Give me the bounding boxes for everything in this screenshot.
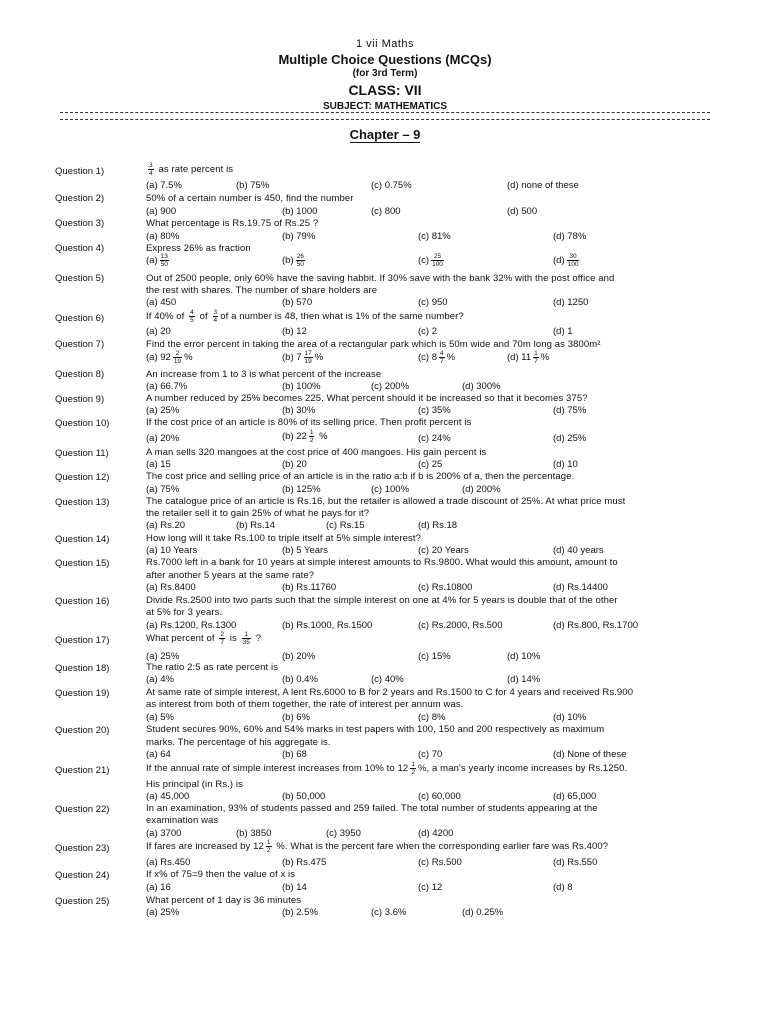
option-d: (d) 1250 <box>553 297 589 308</box>
question-text-cont: as interest from both of them together, the rate of interest per annum was. <box>146 699 464 710</box>
question-label: Question 11) <box>55 448 109 459</box>
option-c: (c) Rs.500 <box>418 857 462 868</box>
option-b: (b) 2.5% <box>282 907 318 918</box>
option-a: (a) 3700 <box>146 828 182 839</box>
question-label: Question 25) <box>55 896 110 907</box>
question-text-cont: after another 5 years at the same rate? <box>146 570 315 581</box>
option-c: (c) 200% <box>371 381 410 392</box>
option-b: (b) 50,000 <box>282 791 326 802</box>
option-b: (b) 100% <box>282 381 321 392</box>
question-text: Find the error percent in taking the area of a rectangular park which is 50m wide and 70m long as 3800m² <box>146 339 601 350</box>
option-c: (c) 81% <box>418 231 451 242</box>
option-b: (b) 79% <box>282 231 316 242</box>
question-label: Question 2) <box>55 193 105 204</box>
question-text: If fares are increased by 12 $\frac{1}{2}$ %. What is the percent fare when the corresponding earlier fare was Rs.400? <box>146 839 609 854</box>
option-c: (c) 8 $\frac{4}{7}$ % <box>418 350 456 365</box>
option-b: (b) 22 $\frac{1}{2}$ % <box>282 429 328 444</box>
option-c: (c) 800 <box>371 206 401 217</box>
option-a: (a) 25% <box>146 907 180 918</box>
question-label: Question 3) <box>55 218 105 229</box>
question-label: Question 7) <box>55 339 105 350</box>
option-c: (c) 3950 <box>326 828 361 839</box>
option-c: (c) 70 <box>418 749 443 760</box>
option-b: (b) 3850 <box>236 828 272 839</box>
question-text: Express 26% as fraction <box>146 243 251 254</box>
fraction: $\frac{1}{2}$ <box>309 429 314 444</box>
question-label: Question 19) <box>55 688 110 699</box>
question-text-cont: marks. The percentage of his aggregate is. <box>146 737 331 748</box>
option-d: (d) 8 <box>553 882 573 893</box>
fraction: $\frac{25}{100}$ <box>432 253 443 268</box>
question-text: A number reduced by 25% becomes 225. What percent should it be increased so that it becomes 375? <box>146 393 588 404</box>
question-text: If the cost price of an article is 80% of its selling price. Then profit percent is <box>146 417 472 428</box>
option-c: (c) Rs.15 <box>326 520 365 531</box>
question-text: What percentage is Rs.19.75 of Rs.25 ? <box>146 218 319 229</box>
option-d: (d) 10 <box>553 459 578 470</box>
question-text: Out of 2500 people, only 60% have the saving habbit. If 30% save with the bank 32% with the post office and <box>146 273 615 284</box>
option-c: (c) Rs.10800 <box>418 582 473 593</box>
fraction: $\frac{1}{7}$ <box>534 350 538 365</box>
option-d: (d) 25% <box>553 433 587 444</box>
option-d: (d) 11 $\frac{1}{7}$ % <box>507 350 550 365</box>
option-a: (a) 25% <box>146 405 180 416</box>
option-a: (a) 45,000 <box>146 791 190 802</box>
fraction: $\frac{3}{4}$ <box>213 309 218 324</box>
question-text-cont: at 5% for 3 years. <box>146 607 223 618</box>
fraction: $\frac{1}{35}$ <box>242 631 251 646</box>
option-a: (a) 16 <box>146 882 171 893</box>
option-b: (b) 570 <box>282 297 313 308</box>
question-label: Question 22) <box>55 804 110 815</box>
question-label: Question 21) <box>55 765 110 776</box>
question-label: Question 10) <box>55 418 110 429</box>
question-text: Rs.7000 left in a bank for 10 years at simple interest amounts to Rs.9800. What would this amount, amount to <box>146 557 618 568</box>
fraction: $\frac{4}{5}$ <box>190 309 194 324</box>
option-d: (d) Rs.800, Rs.1700 <box>553 620 639 631</box>
option-b: (b) 1000 <box>282 206 318 217</box>
fraction: $\frac{13}{50}$ <box>160 253 168 268</box>
option-c: (c) $\frac{25}{100}$ <box>418 253 443 268</box>
option-d: (d) none of these <box>507 180 579 191</box>
question-text-cont: His principal (in Rs.) is <box>146 779 243 790</box>
fraction: $\frac{3}{4}$ <box>149 162 153 177</box>
option-b: (b) Rs.11760 <box>282 582 337 593</box>
fraction: $\frac{17}{19}$ <box>304 350 312 365</box>
option-d: (d) 10% <box>507 651 541 662</box>
subject-label: SUBJECT: MATHEMATICS <box>322 101 448 112</box>
chapter-title: Chapter – 9 <box>349 127 421 142</box>
question-text: At same rate of simple interest, A lent Rs.6000 to B for 2 years and Rs.1500 to C for 4 years and received Rs.900 <box>146 687 634 698</box>
option-a: (a) 66.7% <box>146 381 188 392</box>
option-d: (d) 78% <box>553 231 587 242</box>
option-c: (c) Rs.2000, Rs.500 <box>418 620 503 631</box>
question-label: Question 5) <box>55 273 105 284</box>
option-b: (b) 5 Years <box>282 545 328 556</box>
option-d: (d) 0.25% <box>462 907 504 918</box>
question-text: How long will it take Rs.100 to triple itself at 5% simple interest? <box>146 533 422 544</box>
option-a: (a) 15 <box>146 459 171 470</box>
option-a: (a) 4% <box>146 674 174 685</box>
option-a: (a) 20 <box>146 326 171 337</box>
option-b: (b) 75% <box>236 180 270 191</box>
option-c: (c) 40% <box>371 674 404 685</box>
option-a: (a) $\frac{13}{50}$ <box>146 253 168 268</box>
option-a: (a) 75% <box>146 484 180 495</box>
fraction: $\frac{4}{7}$ <box>440 350 444 365</box>
option-c: (c) 20 Years <box>418 545 469 556</box>
option-d: (d) None of these <box>553 749 627 760</box>
option-d: (d) Rs.14400 <box>553 582 608 593</box>
question-text: A man sells 320 mangoes at the cost price of 400 mangoes. His gain percent is <box>146 447 487 458</box>
option-d: (d) $\frac{30}{100}$ <box>553 253 579 268</box>
option-d: (d) 1 <box>553 326 573 337</box>
question-label: Question 14) <box>55 534 110 545</box>
option-a: (a) 5% <box>146 712 174 723</box>
question-label: Question 23) <box>55 843 110 854</box>
option-d: (d) 500 <box>507 206 538 217</box>
question-text: 50% of a certain number is 450, find the number <box>146 193 354 204</box>
option-c: (c) 100% <box>371 484 410 495</box>
option-a: (a) 900 <box>146 206 177 217</box>
option-d: (d) 40 years <box>553 545 604 556</box>
question-label: Question 12) <box>55 472 110 483</box>
question-text: Student secures 90%, 60% and 54% marks in test papers with 100, 150 and 200 respectively as maximum <box>146 724 605 735</box>
option-c: (c) 8% <box>418 712 446 723</box>
question-label: Question 15) <box>55 558 110 569</box>
question-label: Question 13) <box>55 497 110 508</box>
fraction: $\frac{1}{2}$ <box>411 761 416 776</box>
option-b: (b) 6% <box>282 712 310 723</box>
option-b: (b) 7 $\frac{17}{19}$ % <box>282 350 324 365</box>
option-a: (a) 450 <box>146 297 177 308</box>
option-d: (d) 14% <box>507 674 541 685</box>
option-b: (b) Rs.475 <box>282 857 327 868</box>
option-c: (c) 25 <box>418 459 443 470</box>
question-label: Question 18) <box>55 663 110 674</box>
term-label: (for 3rd Term) <box>352 68 418 79</box>
document-title: Multiple Choice Questions (MCQs) <box>278 52 492 67</box>
question-text: The ratio 2:5 as rate percent is <box>146 662 279 673</box>
option-a: (a) 64 <box>146 749 171 760</box>
question-label: Question 24) <box>55 870 110 881</box>
question-label: Question 8) <box>55 369 105 380</box>
question-text: The cost price and selling price of an article is in the ratio a:b if b is 200% of a, then the percentage. <box>146 471 575 482</box>
option-b: (b) $\frac{26}{50}$ <box>282 253 304 268</box>
question-text: If x% of 75=9 then the value of x is <box>146 869 296 880</box>
question-text: An increase from 1 to 3 is what percent of the increase <box>146 369 382 380</box>
option-c: (c) 12 <box>418 882 443 893</box>
question-text-cont: examination was <box>146 815 219 826</box>
fraction: $\frac{1}{2}$ <box>266 839 271 854</box>
divider-rule <box>60 112 710 120</box>
class-label: CLASS: VII <box>348 82 422 98</box>
option-b: (b) Rs.1000, Rs.1500 <box>282 620 373 631</box>
question-label: Question 9) <box>55 394 105 405</box>
fraction: $\frac{2}{7}$ <box>220 631 225 646</box>
option-a: (a) 10 Years <box>146 545 198 556</box>
question-text: What percent of $\frac{2}{7}$ is $\frac{1}{35}$ ? <box>146 631 262 646</box>
option-a: (a) Rs.450 <box>146 857 191 868</box>
question-text: $\frac{3}{4}$ as rate percent is <box>149 162 234 177</box>
option-b: (b) 68 <box>282 749 307 760</box>
option-a: (a) Rs.1200, Rs.1300 <box>146 620 237 631</box>
option-d: (d) 200% <box>462 484 501 495</box>
question-label: Question 20) <box>55 725 110 736</box>
question-text: In an examination, 93% of students passed and 259 failed. The total number of students appearing at the <box>146 803 598 814</box>
option-b: (b) 125% <box>282 484 321 495</box>
option-a: (a) Rs.20 <box>146 520 186 531</box>
question-text: Divide Rs.2500 into two parts such that the simple interest on one at 4% for 5 years is double that of the other <box>146 595 618 606</box>
option-d: (d) Rs.550 <box>553 857 598 868</box>
option-a: (a) 25% <box>146 651 180 662</box>
option-b: (b) 20% <box>282 651 316 662</box>
fraction: $\frac{26}{50}$ <box>296 253 304 268</box>
option-a: (a) 80% <box>146 231 180 242</box>
fraction: $\frac{2}{19}$ <box>173 350 182 365</box>
option-d: (d) 75% <box>553 405 587 416</box>
option-b: (b) 0.4% <box>282 674 318 685</box>
option-b: (b) 12 <box>282 326 307 337</box>
question-text: The catalogue price of an article is Rs.16, but the retailer is allowed a trade discount of 25%. At what price must <box>146 496 626 507</box>
question-text-cont: the retailer sell it to gain 25% of what he pays for it? <box>146 508 370 519</box>
question-label: Question 6) <box>55 313 105 324</box>
option-c: (c) 950 <box>418 297 448 308</box>
option-d: (d) 65,000 <box>553 791 597 802</box>
option-d: (d) 10% <box>553 712 587 723</box>
question-text-cont: the rest with shares. The number of share holders are <box>146 285 378 296</box>
option-c: (c) 60,000 <box>418 791 461 802</box>
option-c: (c) 15% <box>418 651 451 662</box>
option-a: (a) 92 $\frac{2}{19}$ % <box>146 350 193 365</box>
chapter-heading <box>0 127 770 142</box>
option-d: (d) 300% <box>462 381 501 392</box>
option-d: (d) Rs.18 <box>418 520 458 531</box>
question-text: If 40% of $\frac{4}{5}$ of $\frac{3}{4}$ of a number is 48, then what is 1% of the same number? <box>146 309 464 324</box>
option-b: (b) 14 <box>282 882 307 893</box>
fraction: $\frac{30}{100}$ <box>567 253 579 268</box>
question-label: Question 4) <box>55 243 105 254</box>
option-b: (b) 20 <box>282 459 307 470</box>
header-class-subject: 1 vii Maths <box>355 38 415 50</box>
option-b: (b) 30% <box>282 405 316 416</box>
option-c: (c) 35% <box>418 405 451 416</box>
option-a: (a) 20% <box>146 433 180 444</box>
question-label: Question 16) <box>55 596 110 607</box>
option-c: (c) 2 <box>418 326 437 337</box>
option-c: (c) 24% <box>418 433 451 444</box>
option-c: (c) 3.6% <box>371 907 407 918</box>
option-d: (d) 4200 <box>418 828 454 839</box>
option-a: (a) Rs.8400 <box>146 582 196 593</box>
option-a: (a) 7.5% <box>146 180 182 191</box>
question-text: What percent of 1 day is 36 minutes <box>146 895 302 906</box>
option-b: (b) Rs.14 <box>236 520 276 531</box>
question-label: Question 1) <box>55 166 105 177</box>
option-c: (c) 0.75% <box>371 180 412 191</box>
question-label: Question 17) <box>55 635 110 646</box>
question-text: If the annual rate of simple interest increases from 10% to 12 $\frac{1}{2}$ %, a man's yearly income increases by Rs.1250. <box>146 761 628 776</box>
